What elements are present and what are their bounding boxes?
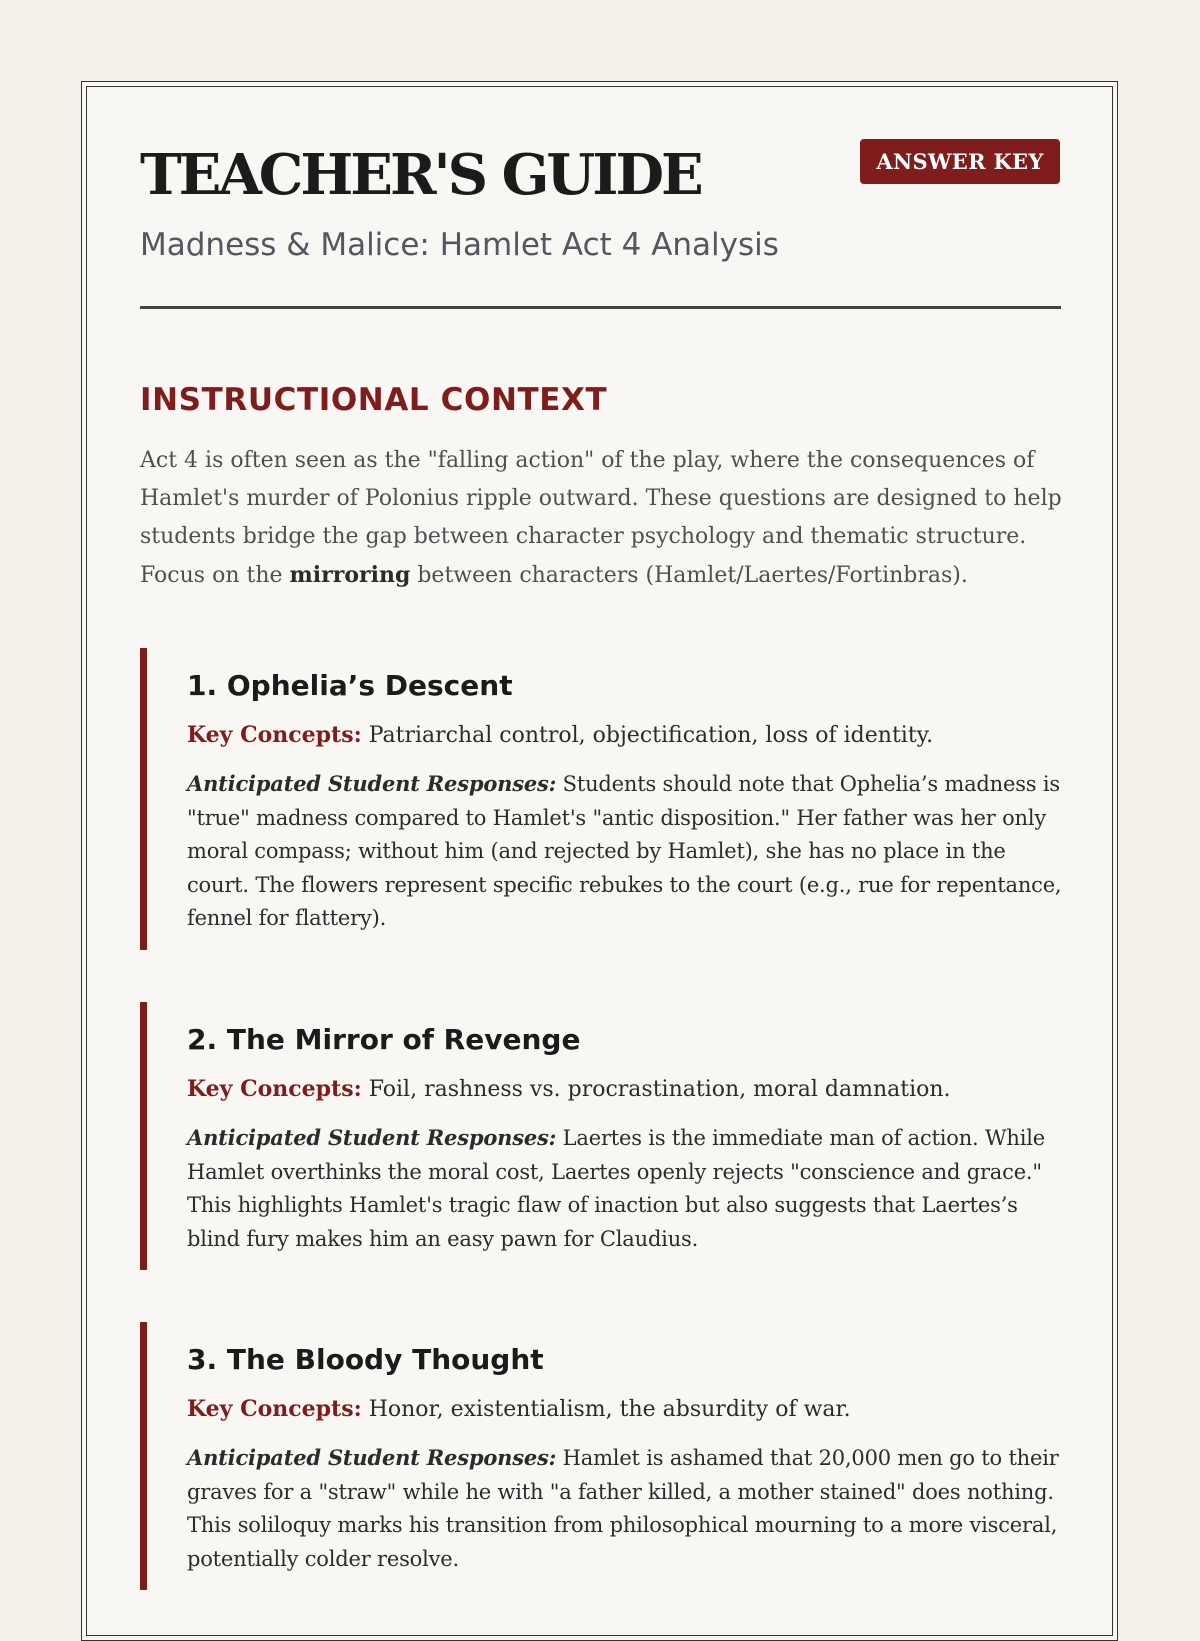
context-emphasis: mirroring — [289, 562, 411, 588]
header-divider — [140, 306, 1061, 309]
anticipated-responses — [187, 767, 1062, 936]
key-concepts-text: Honor, existentialism, the absurdity of war. — [368, 1397, 851, 1422]
key-concepts-label: Key Concepts: — [187, 722, 362, 748]
context-text-after: between characters (Hamlet/Laertes/Fortinbras). — [410, 563, 968, 588]
anticipated-responses-text: Laertes is the immediate man of action. While Hamlet overthinks the moral cost, Laertes openly rejects "conscience and grace." This highlights Hamlet's tragic flaw of inaction but also suggests that Laertes’s blind fury makes him an easy pawn for Claudius. — [187, 1126, 1045, 1251]
key-concepts-text: Foil, rashness vs. procrastination, moral damnation. — [368, 1077, 951, 1102]
key-concepts-text: Patriarchal control, objectification, loss of identity. — [368, 723, 934, 748]
page-title: TEACHER'S GUIDE — [140, 142, 701, 208]
instructional-context-paragraph — [140, 442, 1070, 595]
anticipated-responses-label: Anticipated Student Responses: — [187, 1445, 557, 1470]
anticipated-responses-text: Students should note that Ophelia’s madness is "true" madness compared to Hamlet's "antic disposition." Her father was her only moral compass; without him (and rejected by Hamlet), she has no place in the court. The flowers represent specific rebukes to the court (e.g., rue for repentance, fennel for flattery). — [187, 772, 1062, 930]
anticipated-responses-label: Anticipated Student Responses: — [187, 771, 557, 796]
question-card-2 — [140, 1002, 1062, 1270]
question-card-3 — [140, 1322, 1062, 1590]
context-text-before: Act 4 is often seen as the "falling action" of the play, where the consequences of Hamlet's murder of Polonius ripple outward. These questions are designed to help students bridge the gap between character psychology and thematic structure. Focus on the — [140, 448, 1062, 588]
key-concepts-label: Key Concepts: — [187, 1076, 362, 1102]
question-title: 3. The Bloody Thought — [187, 1343, 544, 1376]
key-concepts — [187, 1074, 1062, 1105]
anticipated-responses — [187, 1441, 1062, 1576]
question-card-1 — [140, 648, 1062, 950]
key-concepts — [187, 1394, 1062, 1425]
anticipated-responses — [187, 1121, 1062, 1256]
page-subtitle: Madness & Malice: Hamlet Act 4 Analysis — [140, 227, 779, 263]
key-concepts-label: Key Concepts: — [187, 1396, 362, 1422]
answer-key-badge: ANSWER KEY — [860, 139, 1060, 184]
instructional-context-heading: INSTRUCTIONAL CONTEXT — [140, 382, 608, 418]
question-title: 2. The Mirror of Revenge — [187, 1023, 581, 1056]
anticipated-responses-label: Anticipated Student Responses: — [187, 1125, 557, 1150]
question-title: 1. Ophelia’s Descent — [187, 669, 513, 702]
key-concepts — [187, 720, 1062, 751]
anticipated-responses-text: Hamlet is ashamed that 20,000 men go to their graves for a "straw" while he with "a father killed, a mother stained" does nothing. This soliloquy marks his transition from philosophical mourning to a more visceral, potentially colder resolve. — [187, 1446, 1059, 1571]
